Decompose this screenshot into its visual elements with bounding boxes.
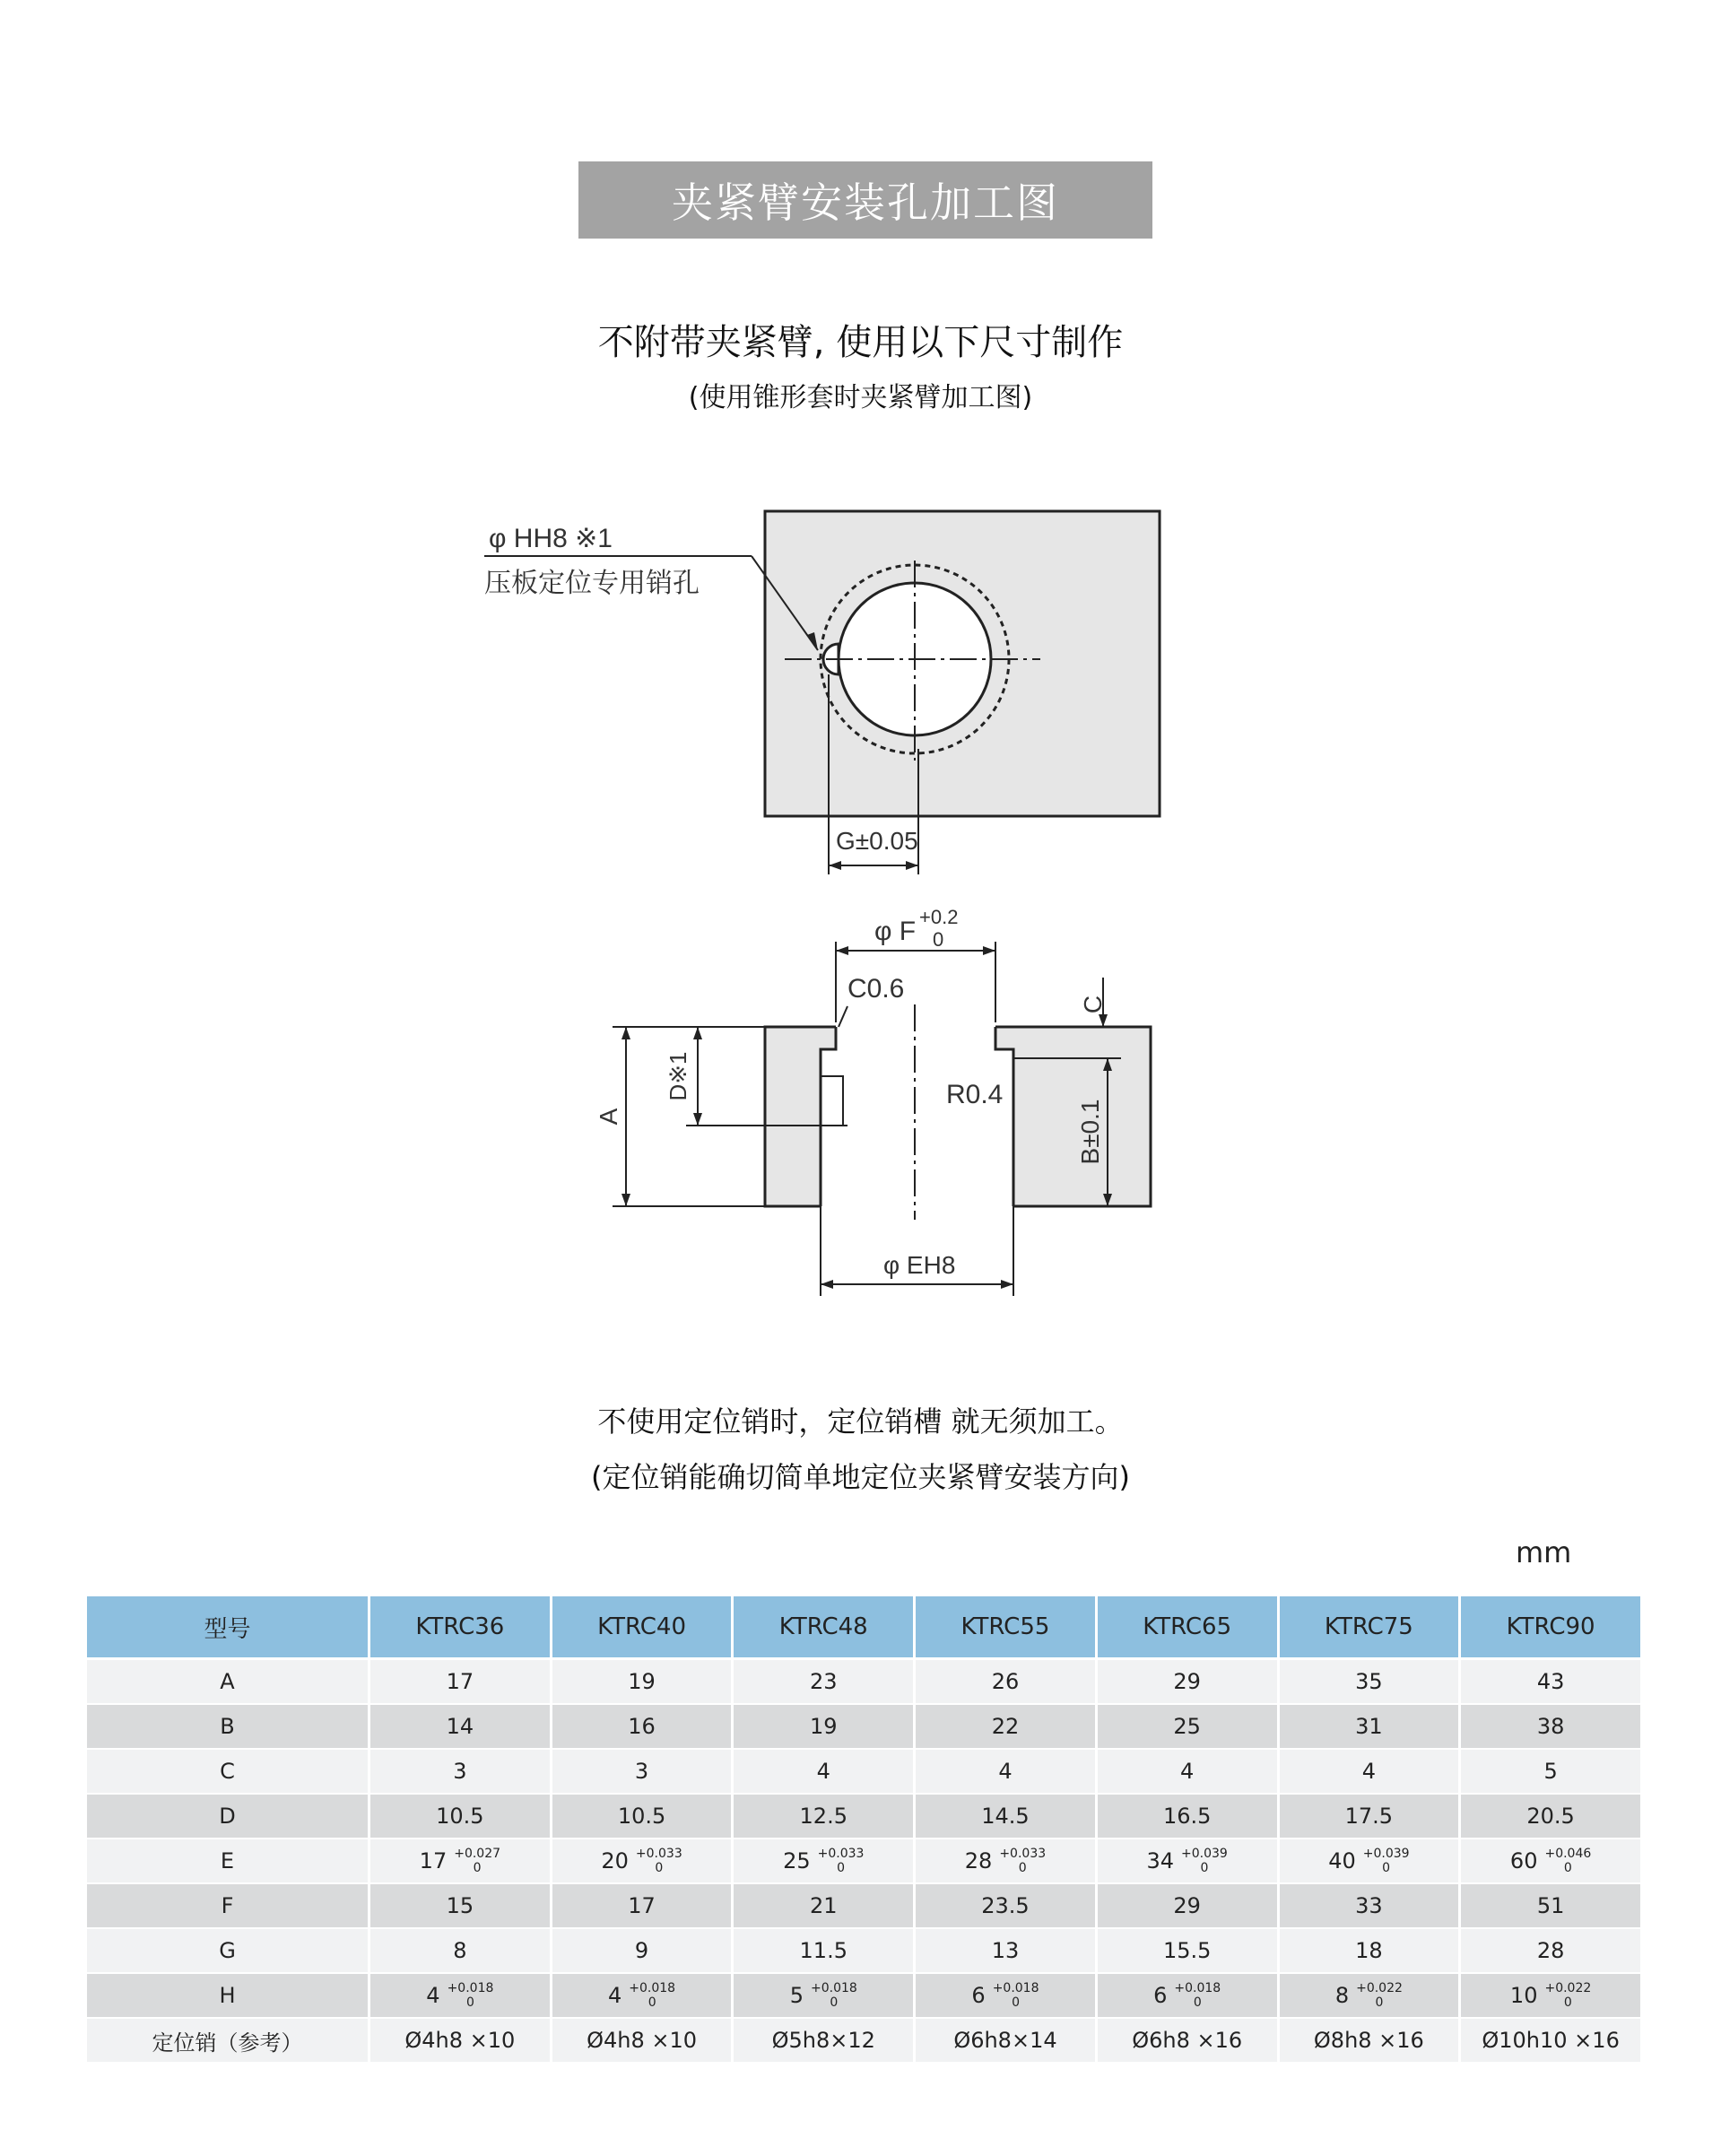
table-cell (551, 1839, 733, 1883)
top-view (484, 511, 1160, 874)
subtitle: 不附带夹紧臂, 使用以下尺寸制作 (597, 322, 1124, 363)
table-cell: 15.5 (1096, 1928, 1278, 1973)
nominal-value: 28 (964, 1848, 993, 1873)
table-cell: Ø8h8 ×16 (1278, 2018, 1460, 2063)
table-cell: 31 (1278, 1704, 1460, 1749)
nominal-value: 5 (789, 1983, 804, 2008)
table-cell: 22 (915, 1704, 1097, 1749)
table-cell: 21 (733, 1883, 915, 1928)
tolerance (1544, 1847, 1591, 1875)
table-cell: 35 (1278, 1659, 1460, 1705)
unit-label: mm (1516, 1535, 1572, 1569)
table-row (87, 1659, 1642, 1705)
g-label: G±0.05 (836, 827, 918, 855)
header-ktrc48: KTRC48 (733, 1596, 915, 1659)
tolerance-lower: 0 (1012, 1995, 1021, 2010)
tolerance (1174, 1981, 1221, 2010)
pin-hole-label: φ HH8 ※1 (489, 524, 613, 553)
table-cell: 17 (551, 1883, 733, 1928)
nominal-value: 6 (971, 1983, 986, 2008)
tolerance (1544, 1981, 1591, 2010)
header-ktrc90: KTRC90 (1460, 1596, 1642, 1659)
d-label: D※1 (665, 1051, 691, 1101)
table-cell (1278, 1839, 1460, 1883)
tolerance (1363, 1847, 1410, 1875)
table-cell: 23 (733, 1659, 915, 1705)
table-cell: 26 (915, 1659, 1097, 1705)
table-cell: 51 (1460, 1883, 1642, 1928)
f-arrow-r (983, 946, 995, 955)
section-view (595, 906, 1151, 1296)
table-row (87, 1749, 1642, 1794)
c-label: C (1079, 995, 1107, 1014)
tolerance-lower: 0 (1193, 1995, 1202, 2010)
table-cell (1460, 1839, 1642, 1883)
toleranced-value (608, 1981, 675, 2010)
nominal-value: 20 (601, 1848, 629, 1873)
table-cell (369, 1973, 552, 2018)
d-arrow-top (693, 1027, 702, 1039)
table-cell: 16.5 (1096, 1794, 1278, 1839)
tolerance-upper: +0.039 (1362, 1847, 1410, 1861)
tolerance (811, 1981, 857, 2010)
a-arrow-top (621, 1027, 630, 1039)
table-cell: 3 (551, 1749, 733, 1794)
table-cell: Ø4h8 ×10 (369, 2018, 552, 2063)
table-cell: 4 (733, 1749, 915, 1794)
row-label: D (87, 1794, 369, 1839)
nominal-value: 6 (1153, 1983, 1168, 2008)
pin-hole-desc: 压板定位专用销孔 (484, 569, 700, 598)
tolerance-upper: +0.018 (447, 1981, 494, 1995)
table-row (87, 1704, 1642, 1749)
table-cell: 20.5 (1460, 1794, 1642, 1839)
tolerance-upper: +0.033 (999, 1847, 1047, 1861)
tolerance-lower: 0 (655, 1861, 664, 1875)
table-cell (733, 1839, 915, 1883)
chamfer-leader (839, 1006, 847, 1027)
note-line2: (定位销能确切简单地定位夹紧臂安装方向) (591, 1460, 1130, 1494)
table-cell: 10.5 (551, 1794, 733, 1839)
tolerance-upper: +0.027 (454, 1847, 501, 1861)
table-cell: 33 (1278, 1883, 1460, 1928)
table-row (87, 2018, 1642, 2063)
table-cell: Ø5h8×12 (733, 2018, 915, 2063)
tolerance (993, 1981, 1039, 2010)
tolerance-upper: +0.022 (1544, 1981, 1592, 1995)
tolerance-lower: 0 (1018, 1861, 1027, 1875)
table-cell (369, 1839, 552, 1883)
row-label: H (87, 1973, 369, 2018)
tolerance-upper: +0.018 (629, 1981, 676, 1995)
row-label: F (87, 1883, 369, 1928)
row-label: E (87, 1839, 369, 1883)
table-cell: Ø6h8×14 (915, 2018, 1097, 2063)
table-row (87, 1839, 1642, 1883)
table-cell: 14 (369, 1704, 552, 1749)
table-cell: 28 (1460, 1928, 1642, 1973)
table-cell: 18 (1278, 1928, 1460, 1973)
nominal-value: 40 (1328, 1848, 1356, 1873)
toleranced-value (1510, 1847, 1591, 1875)
header-ktrc65: KTRC65 (1096, 1596, 1278, 1659)
table-cell (733, 1973, 915, 2018)
table-cell: Ø6h8 ×16 (1096, 2018, 1278, 2063)
table-cell: 15 (369, 1883, 552, 1928)
dimension-table (87, 1596, 1643, 2064)
row-label: B (87, 1704, 369, 1749)
f-tol-lower: 0 (933, 928, 944, 951)
table-cell (915, 1973, 1097, 2018)
table-cell: 19 (551, 1659, 733, 1705)
tolerance (818, 1847, 865, 1875)
g-arrow-r (906, 861, 918, 870)
d-arrow-bottom (693, 1113, 702, 1126)
tolerance-upper: +0.033 (817, 1847, 865, 1861)
table-cell (1460, 1973, 1642, 2018)
table-cell: 4 (915, 1749, 1097, 1794)
tolerance-lower: 0 (1563, 1995, 1572, 2010)
header-ktrc40: KTRC40 (551, 1596, 733, 1659)
tolerance-upper: +0.046 (1544, 1847, 1592, 1861)
e-arrow-r (1001, 1280, 1013, 1289)
nominal-value: 4 (608, 1983, 622, 2008)
row-label: A (87, 1659, 369, 1705)
toleranced-value (1328, 1847, 1409, 1875)
tolerance-upper: +0.018 (992, 1981, 1039, 1995)
row-label: G (87, 1928, 369, 1973)
table-cell: 4 (1096, 1749, 1278, 1794)
toleranced-value (1335, 1981, 1403, 2010)
table-cell: 17 (369, 1659, 552, 1705)
banner-title: 夹紧臂安装孔加工图 (672, 178, 1059, 227)
tolerance-upper: +0.018 (810, 1981, 857, 1995)
g-arrow-l (829, 861, 841, 870)
tolerance-lower: 0 (1375, 1995, 1384, 2010)
toleranced-value (783, 1847, 864, 1875)
row-label: C (87, 1749, 369, 1794)
table-cell: Ø10h10 ×16 (1460, 2018, 1642, 2063)
table-cell (1096, 1973, 1278, 2018)
toleranced-value (965, 1847, 1046, 1875)
table-cell (915, 1839, 1097, 1883)
table-row (87, 1883, 1642, 1928)
toleranced-value (601, 1847, 682, 1875)
note-line1: 不使用定位销时，定位销槽 就无须加工。 (597, 1404, 1124, 1439)
header-ktrc36: KTRC36 (369, 1596, 552, 1659)
table-row (87, 1973, 1642, 2018)
tolerance-lower: 0 (837, 1861, 845, 1875)
b-label: B±0.1 (1076, 1099, 1104, 1165)
table-row (87, 1794, 1642, 1839)
table-cell: 38 (1460, 1704, 1642, 1749)
toleranced-value (971, 1981, 1039, 2010)
tolerance-lower: 0 (648, 1995, 656, 2010)
tolerance (1356, 1981, 1403, 2010)
tolerance (999, 1847, 1046, 1875)
toleranced-value (1146, 1847, 1227, 1875)
nominal-value: 60 (1509, 1848, 1538, 1873)
tolerance (448, 1981, 494, 2010)
f-arrow-l (836, 946, 848, 955)
a-label: A (595, 1108, 622, 1126)
nominal-value: 8 (1334, 1983, 1350, 2008)
row-label: 定位销（参考） (87, 2018, 369, 2063)
chamfer-label: C0.6 (847, 974, 905, 1004)
tolerance-lower: 0 (1200, 1861, 1209, 1875)
tolerance-lower: 0 (1382, 1861, 1391, 1875)
header-ktrc75: KTRC75 (1278, 1596, 1460, 1659)
nominal-value: 4 (426, 1983, 440, 2008)
table-body (87, 1659, 1642, 2064)
toleranced-value (420, 1847, 500, 1875)
tolerance-upper: +0.022 (1356, 1981, 1403, 1995)
header-model: 型号 (87, 1596, 369, 1659)
tolerance (1181, 1847, 1228, 1875)
nominal-value: 17 (419, 1848, 448, 1873)
table-cell: 29 (1096, 1659, 1278, 1705)
table-cell (1278, 1973, 1460, 2018)
f-label: φ F (874, 917, 917, 946)
r-label: R0.4 (946, 1080, 1004, 1109)
tolerance-lower: 0 (466, 1995, 474, 2010)
subnote: (使用锥形套时夹紧臂加工图) (688, 382, 1033, 413)
table-header-row (87, 1596, 1642, 1659)
table-cell: 16 (551, 1704, 733, 1749)
tolerance (636, 1847, 682, 1875)
table-cell: 13 (915, 1928, 1097, 1973)
nominal-value: 25 (783, 1848, 811, 1873)
table-cell: 25 (1096, 1704, 1278, 1749)
a-arrow-bottom (621, 1194, 630, 1206)
toleranced-value (1153, 1981, 1221, 2010)
tolerance-upper: +0.018 (1174, 1981, 1221, 1995)
table-cell: 10.5 (369, 1794, 552, 1839)
table-cell: Ø4h8 ×10 (551, 2018, 733, 2063)
tolerance-upper: +0.033 (635, 1847, 682, 1861)
table-cell: 8 (369, 1928, 552, 1973)
tolerance (454, 1847, 500, 1875)
table-row (87, 1928, 1642, 1973)
table-cell: 29 (1096, 1883, 1278, 1928)
e-label: φ EH8 (883, 1251, 956, 1279)
tolerance-lower: 0 (473, 1861, 482, 1875)
table-cell: 17.5 (1278, 1794, 1460, 1839)
table-cell: 43 (1460, 1659, 1642, 1705)
toleranced-value (1510, 1981, 1591, 2010)
table-cell: 3 (369, 1749, 552, 1794)
header-ktrc55: KTRC55 (915, 1596, 1097, 1659)
toleranced-value (426, 1981, 493, 2010)
nominal-value: 10 (1509, 1983, 1538, 2008)
f-tol-upper: +0.2 (919, 906, 959, 928)
table-cell: 23.5 (915, 1883, 1097, 1928)
table-cell: 11.5 (733, 1928, 915, 1973)
table-cell (551, 1973, 733, 2018)
table-cell: 14.5 (915, 1794, 1097, 1839)
tolerance-lower: 0 (1563, 1861, 1572, 1875)
table-cell: 19 (733, 1704, 915, 1749)
tolerance-upper: +0.039 (1181, 1847, 1228, 1861)
table-cell: 5 (1460, 1749, 1642, 1794)
tolerance (629, 1981, 675, 2010)
table-cell: 9 (551, 1928, 733, 1973)
table-cell: 4 (1278, 1749, 1460, 1794)
e-arrow-l (821, 1280, 833, 1289)
bore-cut (821, 1049, 1013, 1208)
c-arrow (1099, 1014, 1108, 1027)
table-cell: 12.5 (733, 1794, 915, 1839)
nominal-value: 34 (1146, 1848, 1175, 1873)
toleranced-value (790, 1981, 857, 2010)
table-cell (1096, 1839, 1278, 1883)
tolerance-lower: 0 (830, 1995, 839, 2010)
